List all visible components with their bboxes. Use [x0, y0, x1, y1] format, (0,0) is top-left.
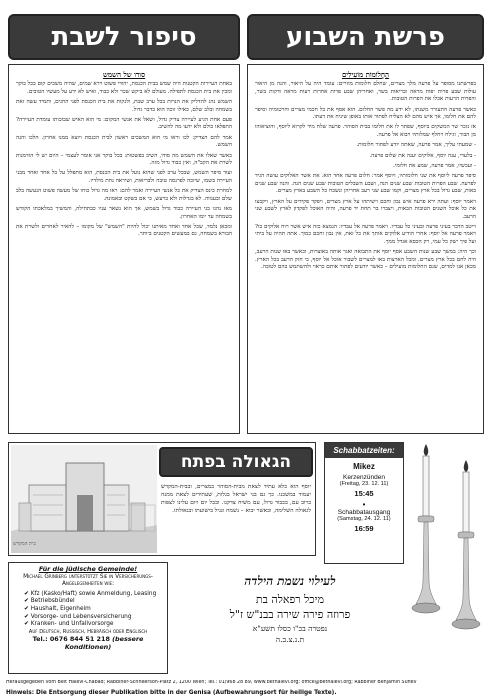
- geula-title: הגאולה בפתח: [180, 452, 292, 472]
- candle-right-icon: [452, 460, 480, 629]
- geula-section: [8, 442, 316, 556]
- memorial-name: מיכל רפאלה בת: [255, 593, 325, 606]
- memorial-parents: פרוזה פירה שירה בבנ"ש ז"ל: [229, 608, 351, 621]
- parsha-column: [247, 64, 484, 434]
- parsha-paragraph: כאשר פרעה התעורר משנתו, לא ידע מה פשר החלום. הוא אסף את כל חכמי מצרים וחרטומיה וסיפר להם את חלומו, אך איש מהם לא הצליח לפתור אותו באופן שיניח את דעתו.: [255, 106, 476, 121]
- list-item: ✔ Haushalt, Eigenheim: [24, 605, 91, 612]
- parsha-title: פרשת השבוע: [286, 22, 445, 52]
- list-item: ✔ Betriebsbündel: [24, 598, 75, 605]
- parsha-paragraph: - ועכשיו, אמר פרעה, שמע את חלומי.: [393, 163, 476, 170]
- list-item: ✔ Vorsorge- und Lebensversicherung: [24, 613, 132, 620]
- parsha-paragraph: אז נזכר שר המשקים ביוסף, שפתר לו את חלומו בבית הסוהר. פרעה שלח מיד לקרוא ליוסף, והוציאוהו מן הבור, וגילח ויחלף שמלותיו ויבוא אל פרעה.: [255, 124, 476, 138]
- end-date: (Samstag, 24. 12. 11): [337, 516, 391, 522]
- parsha-subtitle: הַחֲלוֹמוֹת מוֹעִילִים: [341, 70, 390, 79]
- check-icon: ✔: [24, 621, 31, 628]
- end-time: 16:59: [354, 524, 374, 533]
- parsha-paragraph: - בלעדי, ענה יוסף, אלוקים יענה את שלום פרעה.: [369, 152, 476, 159]
- geula-text: יוסף הוא כלא עתיד לצאת מבית-הסוהר במצרים, ובבית-המקדש יעמוד במשכנו. כך גם בני ישראל בגלות, שעתידים לצאת ממנה ברוב עם, בכבוד גדול, עם משיח צדקנו. ובכל יום ויום עלינו לצפות לגאולה השלימה, וכאשר יבוא – נשמח ונגיל בישועתו ובגאולתו.: [161, 484, 311, 514]
- candlesticks-illustration: [408, 440, 488, 650]
- parsha-paragraph: - שמעתי עליך, אמר פרעה, שאתה יודע לפתור חלומות.: [356, 142, 476, 149]
- story-banner: [8, 14, 240, 60]
- candle-time: 15:45: [354, 489, 374, 498]
- story-subtitle: סודו של השמש: [102, 70, 146, 79]
- memorial-tnzbh: ת.נ.צ.ב.ה: [275, 635, 305, 644]
- story-column: [8, 64, 240, 434]
- story-paragraph: באחת העיירות הקטנות היה שמש בבית הכנסת, יהודי פשוט וירא שמים, שהיה משכים קום בכל בוקר ומכין את בית הכנסת לתפילה. מעולם לא ביקש שכר ולא כבוד, ואיש לא ידע על מעשיו הטובים.: [16, 81, 232, 95]
- sponsor-list: [14, 591, 162, 629]
- bullet-icon: •: [362, 500, 366, 509]
- check-icon: ✔: [24, 598, 31, 605]
- sponsor-box: [8, 562, 168, 674]
- parsha-paragraph: וייטב הדבר בעיני פרעה ובעיני כל עבדיו. ויאמר פרעה אל עבדיו: הנמצא כזה איש אשר רוח אלוקים בו? ויאמר פרעה אל יוסף: אחרי הודיע אלוקים אותך את כל זאת, אין נבון וחכם כמוך. אתה תהיה על ביתי ועל פיך ישק כל עמי, רק הכסא אגדל ממך.: [255, 223, 476, 245]
- sponsor-phone: Tel.: 0676 844 51 218: [32, 635, 110, 644]
- candle-left-icon: [412, 444, 440, 613]
- memorial-box: [176, 574, 404, 664]
- candle-label: Kerzenzünden: [343, 474, 385, 481]
- story-paragraph: פעם אחת הגיע לעיירה צדיק גדול, ושאל את אנשי המקום: מי הוא האיש שבזכותו עומדת העיירה? התפלאו כולם ולא ידעו מה להשיב.: [16, 117, 232, 131]
- shabbat-times-box: [324, 442, 404, 564]
- check-icon: ✔: [24, 590, 31, 597]
- temple-illustration: [11, 445, 157, 553]
- list-item: ✔ Kfz (Kasko/Haft) sowie Anmeldung, Leasing: [24, 590, 157, 597]
- check-icon: ✔: [24, 605, 31, 612]
- footer-note: Hinweis: Die Entsorgung dieser Publikation bitte in der Genisa (Aufbewahrungsort für heilige Texte).: [6, 690, 337, 696]
- story-paragraph: כאשר שאלו את השמש מה סודו, השיב בפשטות: בכל בוקר אני אומר לעצמי – היום יש לי הזדמנות לשרת את הקב"ה, ואין כבוד גדול מזה.: [16, 152, 232, 167]
- parsha-banner: [247, 14, 484, 60]
- temple-caption: בית המקדש: [13, 541, 36, 547]
- sponsor-languages: Auf Deutsch, Russisch, Hebräisch oder Englisch: [28, 628, 148, 635]
- parsha-paragraph: ויאמר יוסף: ועתה ירא פרעה איש נבון וחכם וישיתהו על ארץ מצרים, ויפקד פקידים על הארץ, ויקבצו את כל אוכל השנים הטובות הבאות, ויצברו בר תחת יד פרעה, והיה האוכל לפקדון לארץ לשבע שני הרעב.: [255, 198, 476, 220]
- story-paragraph: ומכאן נלמד, שכל אחד ואחד מאיתנו יכול להיות "השמש" של מקומו – להאיר לאחרים ולשרת את הבורא בשמחה, גם במעשים הקטנים ביותר.: [16, 223, 232, 238]
- sponsor-intro: Michael Grinberg unterstützt Sie in Versicherungs-Angelegenheiten wie:: [23, 573, 153, 588]
- sponsor-cta: (bessere Konditionen): [64, 635, 144, 651]
- story-paragraph: השמש נהג להדליק את הנרות בכל ערב שבת, ולנקות את בית הכנסת לפני החגים, ותמיד עשה זאת בשמחה ובלב שלם, כאילו זוכה הוא בדבר גדול.: [16, 99, 232, 113]
- sponsor-contact: [14, 636, 162, 651]
- shabbat-heading: Schabbatzeiten:: [325, 443, 403, 458]
- memorial-date: נפטרה בכ"ו כסלו תשע"א: [252, 624, 328, 633]
- sponsor-heading: Für die jüdische Gemeinde!: [38, 565, 138, 573]
- parsha-paragraph: וכך היה: במשך שבע שנות השבע אסף יוסף את התבואה ואגר אותה באוצרות, וכאשר באו שנות הרעב, היה לחם בכל ארץ מצרים. ומכל הארצות באו למצרים לשבור אוכל אל יוסף, כי חזק הרעב בכל הארץ. מכאן אנו למדים, שגם החלומות מועילים – כאשר יודעים לפתור אותם כראוי ולהשתמש בהם לטובה.: [255, 249, 476, 270]
- parsha-paragraph: סיפר פרעה ליוסף את שני חלומותיו, ויוסף אמר: חלום פרעה אחד הוא. את אשר האלוקים עושה הגיד לפרעה. שבע הפרות הטובות שבע שנים הנה, ושבע השבלים הטובות שבע שנים הנה. והנה שבע שנים באות, שבע גדול בכל ארץ מצרים, וקמו שבע שני רעב אחריהן ונשכח כל השבע בארץ מצרים.: [255, 173, 476, 195]
- story-title: סיפור לשבת: [51, 22, 197, 52]
- story-paragraph: למחרת כינס הצדיק את כל אנשי העיירה ואמר להם: ראו מה גדול כוחו של מעשה פשוט הנעשה בלב שלם ובענווה. לא בגדלות ולא ברעש, כי אם בשקט ובאמונה.: [16, 188, 232, 202]
- list-item: ✔ Kranken- und Unfallvorsorge: [24, 621, 114, 628]
- story-paragraph: מאז נהגו בני העיירה כבוד גדול בשמש, אך הוא נשאר עניו כבתחילה, והמשיך במלאכתו הקודש בשמחה עד יומו האחרון.: [16, 206, 232, 220]
- parsha-paragraph: בפרשתנו מסופר על פרעה מלך מצרים, שחלם חלומות מוזרים: עומד היה על היאור, והנה מן היאור עולות שבע פרות יפות מראה ובריאות בשר, ואחריהן שבע פרות אחרות רעות מראה ודקות בשר, והפרות הרעות אכלו את הפרות הטובות.: [255, 81, 476, 103]
- memorial-heading: לעילוי נשמת הילדה: [244, 574, 336, 588]
- story-paragraph: אמר להם הצדיק: לכו וראו מי הוא המשכים ראשון לבית הכנסת ויוצא ממנו אחרון. הלכו והנה השמש.: [16, 134, 232, 149]
- story-paragraph: ועוד סיפר השמש, שבכל ערב לפני שהוא נועל את בית הכנסת, הוא מתפלל על כל אחד ואחד מבני העיירה בשמו, שיזכה לפרנסה טובה ולבריאות, ושיראה נחת מילדיו.: [16, 170, 232, 184]
- check-icon: ✔: [24, 613, 31, 620]
- footer-publisher: Herausgegeben vom Beit Halevi-Chabad; Rabbiner-Schneerson-Platz 2, 1200 Wien; Tel.: 01/968 28 89, www.bethalevi.org; office@bethalevi.org; Rabbiner Benjamin Sufiev: [6, 680, 417, 685]
- parsha-name: Mikez: [353, 462, 375, 471]
- geula-banner: [159, 447, 313, 477]
- end-label: Schabbatausgang: [337, 509, 391, 516]
- candle-date: (Freitag, 23. 12. 11): [339, 481, 389, 487]
